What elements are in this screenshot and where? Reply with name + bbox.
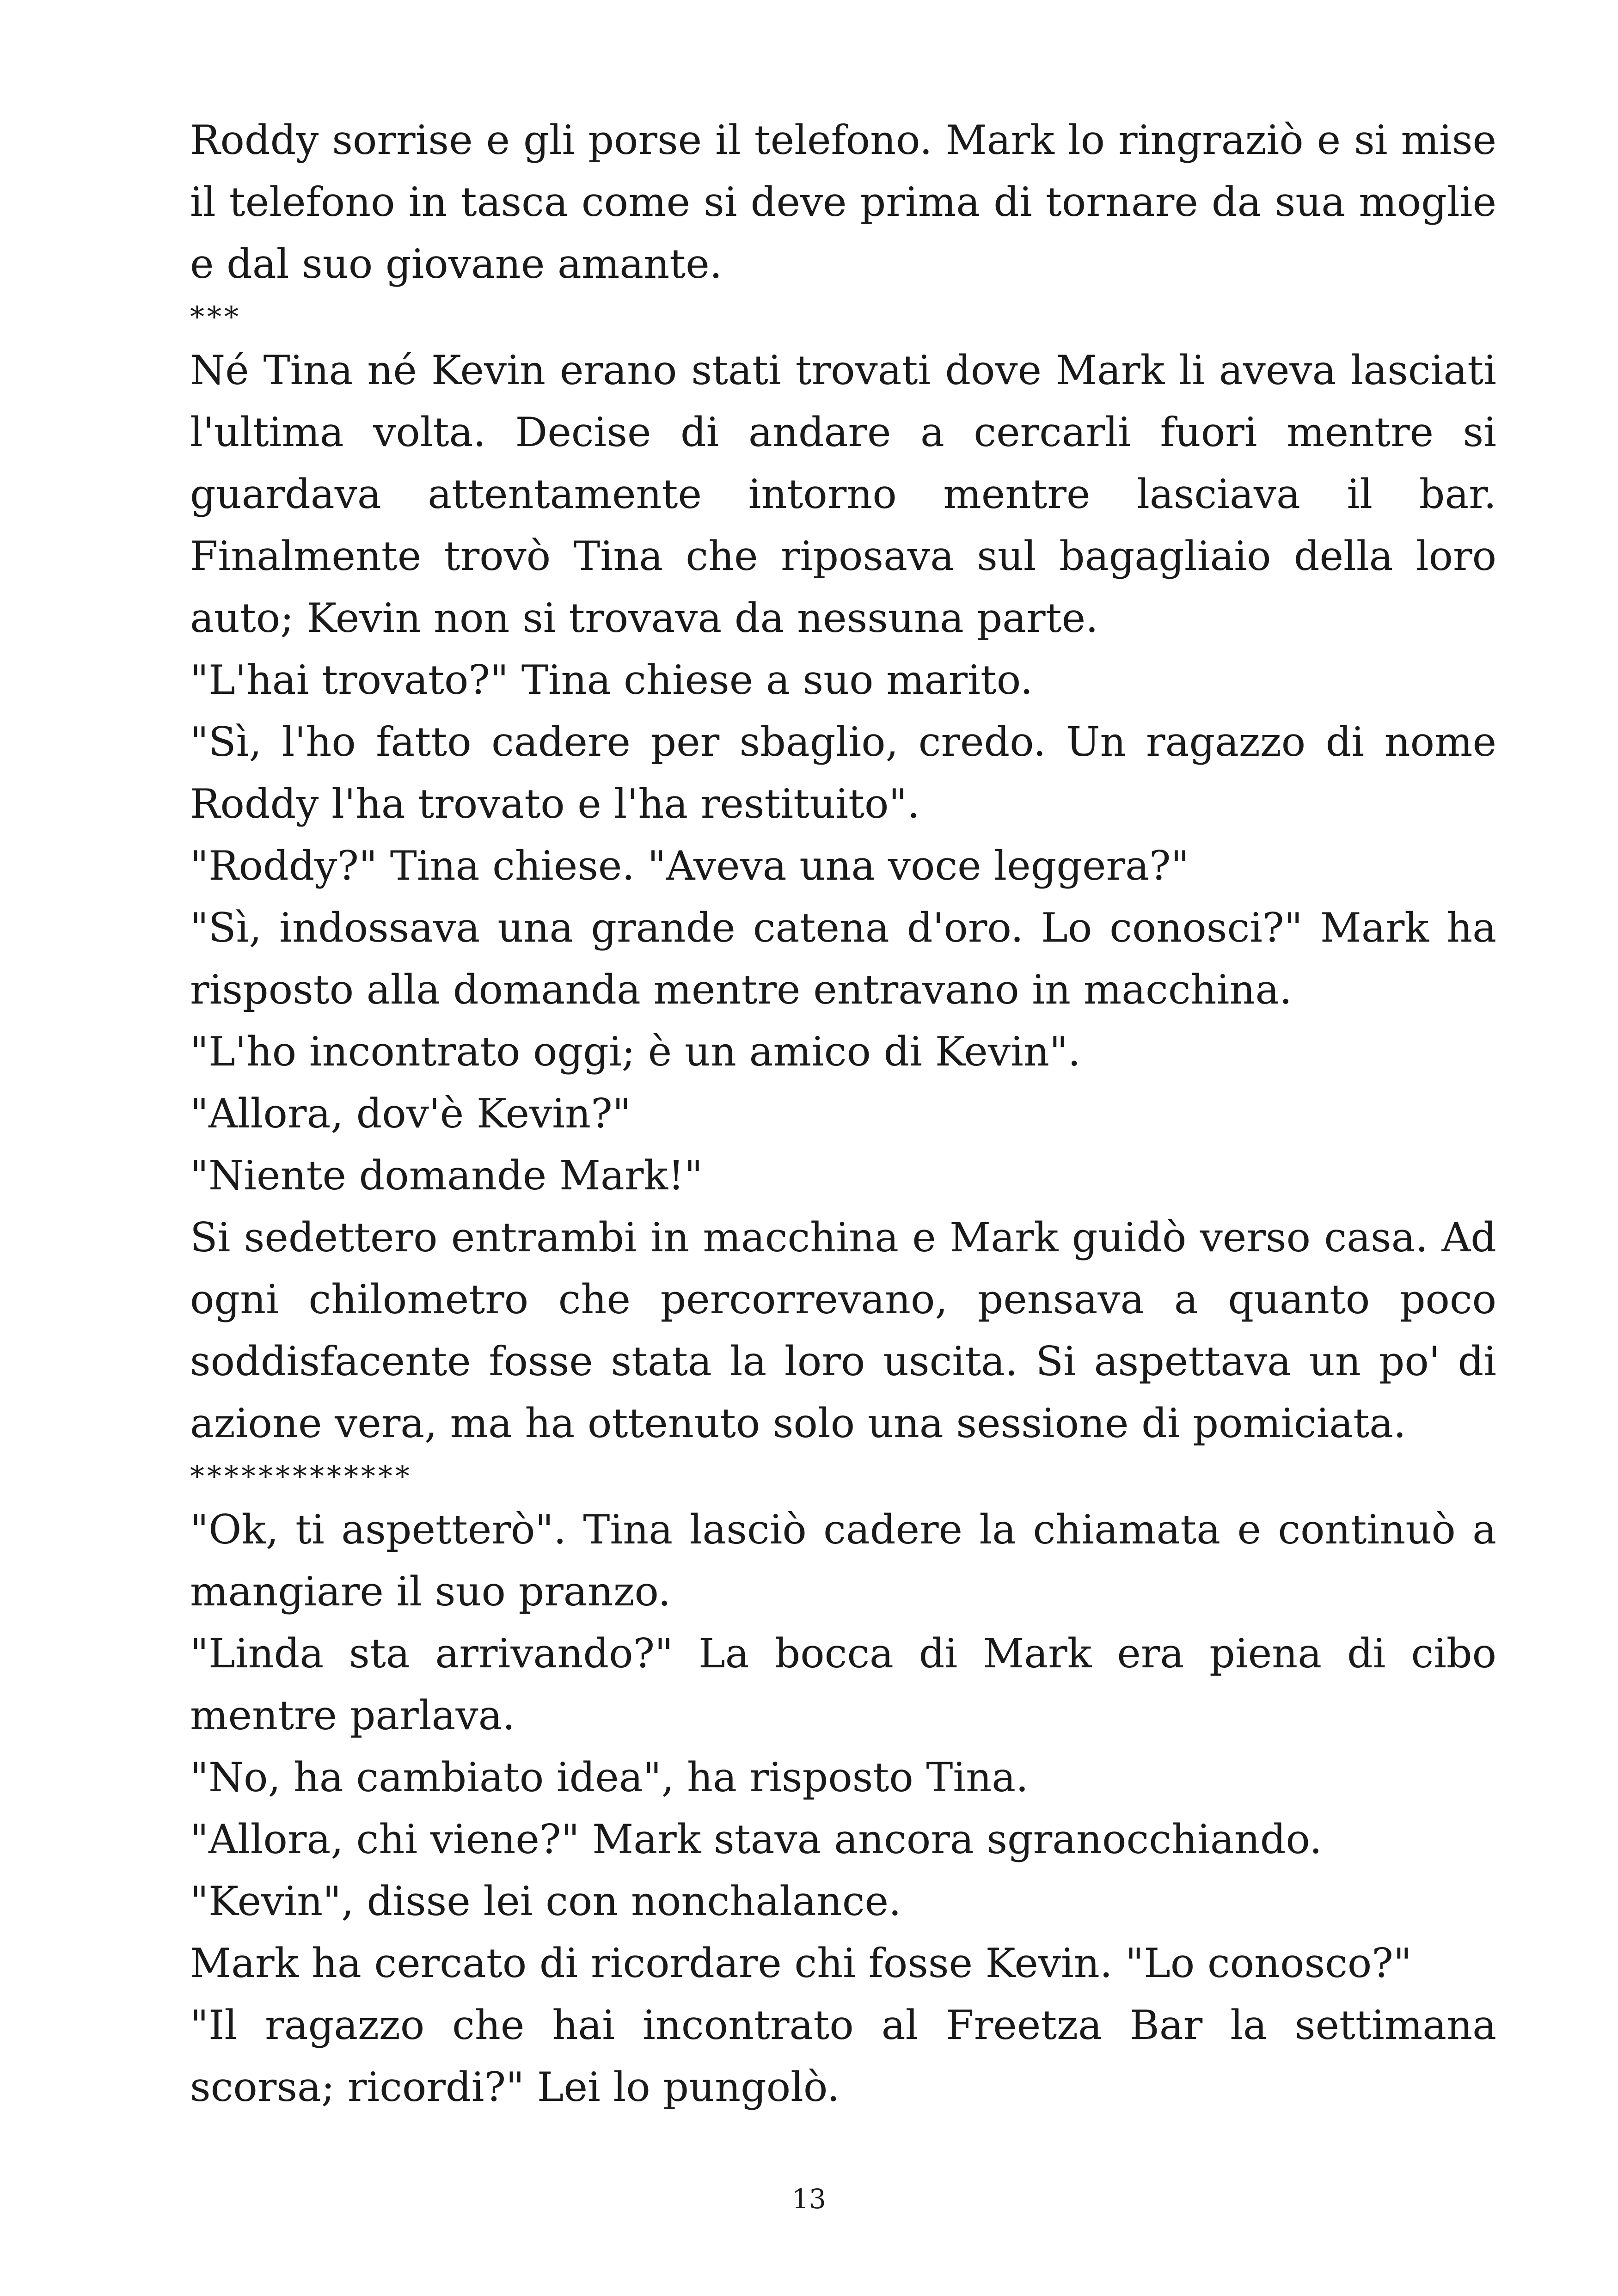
paragraph: "Roddy?" Tina chiese. "Aveva una voce leggera?" bbox=[190, 842, 1189, 889]
paragraph: Mark ha cercato di ricordare chi fosse Kevin. "Lo conosco?" bbox=[190, 1940, 1412, 1987]
paragraph: "Il ragazzo che hai incontrato al Freetza Bar la settimana scorsa; ricordi?" Lei lo pungolò. bbox=[190, 2002, 1496, 2111]
scene-separator: *** bbox=[190, 300, 241, 334]
scene-separator: ************* bbox=[190, 1459, 412, 1493]
paragraph: "Kevin", disse lei con nonchalance. bbox=[190, 1878, 901, 1925]
page-number: 13 bbox=[792, 2183, 826, 2215]
paragraph: "Linda sta arrivando?" La bocca di Mark era piena di cibo mentre parlava. bbox=[190, 1630, 1496, 1739]
paragraph: "L'hai trovato?" Tina chiese a suo marito. bbox=[190, 656, 1033, 704]
paragraph: Roddy sorrise e gli porse il telefono. Mark lo ringraziò e si mise il telefono in tasca come si deve prima di tornare da sua moglie e dal suo giovane amante. bbox=[190, 116, 1496, 288]
paragraph: Si sedettero entrambi in macchina e Mark guidò verso casa. Ad ogni chilometro che percorrevano, pensava a quanto poco soddisfacente fosse stata la loro uscita. Si aspettava un po' di azione vera, ma ha ottenuto solo una sessione di pomiciata. bbox=[190, 1214, 1496, 1447]
paragraph: "L'ho incontrato oggi; è un amico di Kevin". bbox=[190, 1028, 1081, 1075]
paragraph: "Allora, chi viene?" Mark stava ancora sgranocchiando. bbox=[190, 1816, 1322, 1863]
paragraph: "No, ha cambiato idea", ha risposto Tina. bbox=[190, 1754, 1029, 1801]
body-text bbox=[190, 109, 1496, 2118]
paragraph: Né Tina né Kevin erano stati trovati dove Mark li aveva lasciati l'ultima volta. Decise di andare a cercarli fuori mentre si guardava attentamente intorno mentre lasciava il bar. Finalmente trovò Tina che riposava sul bagagliaio della loro auto; Kevin non si trovava da nessuna parte. bbox=[190, 347, 1496, 642]
paragraph: "Ok, ti aspetterò". Tina lasciò cadere la chiamata e continuò a mangiare il suo pranzo. bbox=[190, 1506, 1496, 1615]
paragraph: "Allora, dov'è Kevin?" bbox=[190, 1090, 631, 1137]
paragraph: "Sì, l'ho fatto cadere per sbaglio, credo. Un ragazzo di nome Roddy l'ha trovato e l'ha restituito". bbox=[190, 718, 1496, 827]
paragraph: "Sì, indossava una grande catena d'oro. Lo conosci?" Mark ha risposto alla domanda mentre entravano in macchina. bbox=[190, 904, 1496, 1013]
paragraph: "Niente domande Mark!" bbox=[190, 1152, 703, 1199]
